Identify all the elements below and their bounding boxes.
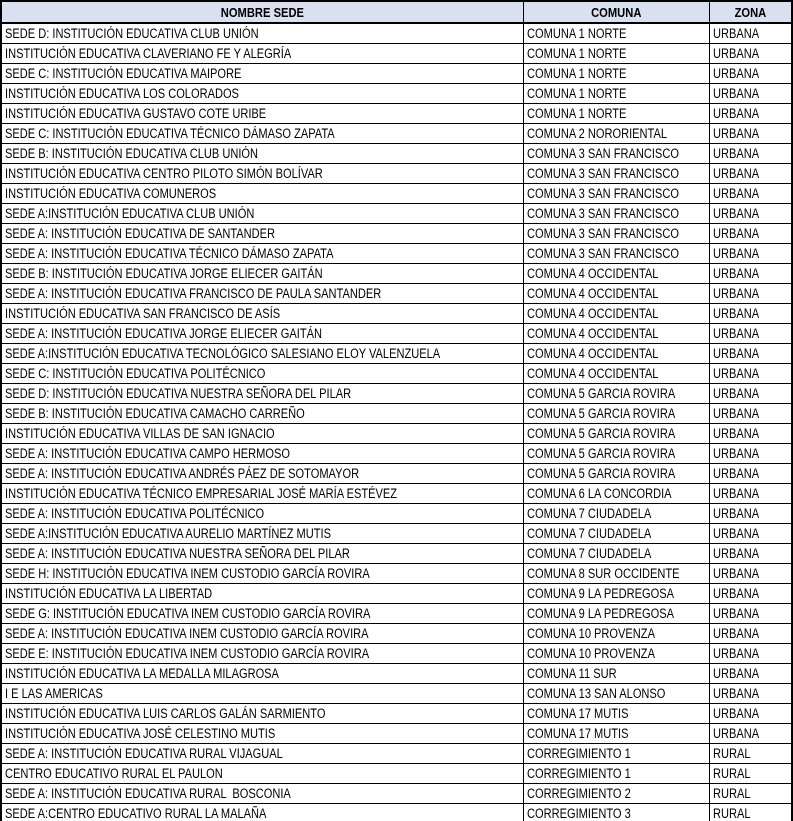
cell-text: SEDE D: INSTITUCIÓN EDUCATIVA NUESTRA SEÑORA DEL PILAR [5, 386, 352, 401]
cell-text: COMUNA 4 OCCIDENTAL [526, 286, 658, 301]
cell-text: URBANA [712, 366, 759, 381]
cell-text: URBANA [712, 46, 759, 61]
cell-text: URBANA [712, 146, 759, 161]
cell-text: SEDE B: INSTITUCIÓN EDUCATIVA JORGE ELIECER GAITÁN [5, 266, 323, 281]
cell-zona [709, 244, 792, 264]
cell-text: URBANA [712, 186, 759, 201]
table-row [1, 64, 792, 84]
cell-name [1, 744, 523, 764]
cell-text: URBANA [712, 726, 759, 741]
cell-name [1, 404, 523, 424]
cell-zona [709, 224, 792, 244]
table-row [1, 324, 792, 344]
cell-text: URBANA [712, 266, 759, 281]
cell-zona [709, 744, 792, 764]
cell-comuna [523, 144, 709, 164]
cell-comuna [523, 244, 709, 264]
cell-comuna [523, 684, 709, 704]
table-body [1, 23, 792, 821]
cell-name [1, 524, 523, 544]
cell-name [1, 504, 523, 524]
cell-comuna [523, 484, 709, 504]
cell-text: SEDE C: INSTITUCIÓN EDUCATIVA MAIPORE [5, 66, 242, 81]
cell-comuna [523, 324, 709, 344]
cell-text: COMUNA 1 NORTE [526, 26, 626, 41]
column-header-label: ZONA [734, 4, 767, 20]
column-header-label: NOMBRE SEDE [220, 4, 304, 20]
cell-name [1, 624, 523, 644]
cell-text: INSTITUCIÓN EDUCATIVA LUIS CARLOS GALÁN SARMIENTO [5, 706, 326, 721]
cell-zona [709, 284, 792, 304]
cell-text: COMUNA 7 CIUDADELA [526, 546, 651, 561]
cell-text: URBANA [712, 606, 759, 621]
table-row [1, 84, 792, 104]
cell-zona [709, 344, 792, 364]
cell-text: SEDE A: INSTITUCIÓN EDUCATIVA RURAL VIJAGUAL [5, 746, 283, 761]
cell-name [1, 304, 523, 324]
cell-text: COMUNA 5 GARCIA ROVIRA [526, 466, 675, 481]
table-row [1, 304, 792, 324]
column-header-zona [709, 1, 792, 23]
cell-text: I E LAS AMERICAS [5, 686, 103, 701]
table-header [1, 1, 792, 23]
cell-text: SEDE C: INSTITUCIÓN EDUCATIVA TÉCNICO DÁMASO ZAPATA [5, 126, 335, 141]
cell-text: COMUNA 6 LA CONCORDIA [526, 486, 672, 501]
cell-text: SEDE A: INSTITUCIÓN EDUCATIVA RURAL BOSCONIA [5, 786, 291, 801]
cell-zona [709, 804, 792, 821]
cell-text: COMUNA 1 NORTE [526, 46, 626, 61]
table-row [1, 784, 792, 804]
cell-text: COMUNA 5 GARCIA ROVIRA [526, 406, 675, 421]
cell-name [1, 544, 523, 564]
cell-name [1, 724, 523, 744]
cell-text: SEDE A:INSTITUCIÓN EDUCATIVA TECNOLÓGICO SALESIANO ELOY VALENZUELA [5, 346, 441, 361]
cell-comuna [523, 304, 709, 324]
cell-comuna [523, 384, 709, 404]
cell-name [1, 84, 523, 104]
cell-text: INSTITUCIÓN EDUCATIVA CLAVERIANO FE Y ALEGRÍA [5, 46, 292, 61]
table-row [1, 404, 792, 424]
cell-text: URBANA [712, 166, 759, 181]
cell-text: SEDE H: INSTITUCIÓN EDUCATIVA INEM CUSTODIO GARCÍA ROVIRA [5, 566, 370, 581]
cell-text: SEDE A: INSTITUCIÓN EDUCATIVA JORGE ELIECER GAITÁN [5, 326, 322, 341]
cell-zona [709, 464, 792, 484]
cell-text: SEDE D: INSTITUCIÓN EDUCATIVA CLUB UNIÓN [5, 26, 259, 41]
cell-text: SEDE E: INSTITUCIÓN EDUCATIVA INEM CUSTODIO GARCÍA ROVIRA [5, 646, 370, 661]
cell-name [1, 244, 523, 264]
cell-zona [709, 264, 792, 284]
cell-text: SEDE A: INSTITUCIÓN EDUCATIVA NUESTRA SEÑORA DEL PILAR [5, 546, 350, 561]
cell-name [1, 444, 523, 464]
column-header-label: COMUNA [590, 4, 642, 20]
cell-text: COMUNA 3 SAN FRANCISCO [526, 146, 679, 161]
cell-zona [709, 524, 792, 544]
cell-name [1, 424, 523, 444]
cell-comuna [523, 704, 709, 724]
cell-zona [709, 184, 792, 204]
cell-name [1, 44, 523, 64]
cell-text: URBANA [712, 626, 759, 641]
cell-zona [709, 124, 792, 144]
cell-comuna [523, 184, 709, 204]
cell-text: SEDE A: INSTITUCIÓN EDUCATIVA TÉCNICO DÁMASO ZAPATA [5, 246, 334, 261]
table-row [1, 464, 792, 484]
cell-name [1, 484, 523, 504]
cell-zona [709, 704, 792, 724]
cell-zona [709, 324, 792, 344]
table-row [1, 704, 792, 724]
cell-name [1, 464, 523, 484]
cell-text: COMUNA 10 PROVENZA [526, 626, 655, 641]
table-row [1, 23, 792, 44]
cell-text: INSTITUCIÓN EDUCATIVA SAN FRANCISCO DE ASÍS [5, 306, 281, 321]
cell-text: RURAL [712, 786, 751, 801]
cell-text: CORREGIMIENTO 1 [526, 766, 631, 781]
cell-name [1, 144, 523, 164]
cell-name [1, 204, 523, 224]
cell-text: URBANA [712, 586, 759, 601]
cell-comuna [523, 504, 709, 524]
cell-comuna [523, 784, 709, 804]
cell-text: COMUNA 4 OCCIDENTAL [526, 266, 658, 281]
cell-zona [709, 664, 792, 684]
cell-comuna [523, 23, 709, 44]
cell-text: COMUNA 1 NORTE [526, 106, 626, 121]
cell-text: RURAL [712, 806, 751, 821]
cell-comuna [523, 584, 709, 604]
cell-text: INSTITUCIÓN EDUCATIVA LA LIBERTAD [5, 586, 213, 601]
cell-comuna [523, 164, 709, 184]
cell-text: URBANA [712, 126, 759, 141]
table-row [1, 384, 792, 404]
cell-text: URBANA [712, 306, 759, 321]
cell-name [1, 324, 523, 344]
cell-comuna [523, 64, 709, 84]
table-row [1, 364, 792, 384]
header-row [1, 1, 792, 23]
cell-zona [709, 404, 792, 424]
cell-text: COMUNA 9 LA PEDREGOSA [526, 586, 674, 601]
cell-comuna [523, 764, 709, 784]
cell-zona [709, 484, 792, 504]
cell-text: URBANA [712, 566, 759, 581]
table-row [1, 164, 792, 184]
table-row [1, 204, 792, 224]
cell-name [1, 64, 523, 84]
cell-text: URBANA [712, 286, 759, 301]
cell-text: COMUNA 5 GARCIA ROVIRA [526, 446, 675, 461]
cell-text: URBANA [712, 246, 759, 261]
cell-text: CORREGIMIENTO 1 [526, 746, 631, 761]
cell-text: COMUNA 1 NORTE [526, 66, 626, 81]
table-row [1, 564, 792, 584]
cell-comuna [523, 44, 709, 64]
cell-comuna [523, 264, 709, 284]
cell-text: COMUNA 10 PROVENZA [526, 646, 655, 661]
cell-text: COMUNA 8 SUR OCCIDENTE [526, 566, 680, 581]
cell-text: COMUNA 17 MUTIS [526, 706, 629, 721]
cell-text: URBANA [712, 546, 759, 561]
cell-name [1, 164, 523, 184]
table-row [1, 544, 792, 564]
cell-zona [709, 724, 792, 744]
cell-name [1, 804, 523, 821]
cell-text: URBANA [712, 26, 759, 41]
cell-text: SEDE A: INSTITUCIÓN EDUCATIVA CAMPO HERMOSO [5, 446, 290, 461]
cell-text: SEDE C: INSTITUCIÓN EDUCATIVA POLITÉCNICO [5, 366, 266, 381]
cell-comuna [523, 744, 709, 764]
table-row [1, 624, 792, 644]
table-row [1, 764, 792, 784]
cell-name [1, 684, 523, 704]
cell-text: URBANA [712, 466, 759, 481]
cell-text: INSTITUCIÓN EDUCATIVA LOS COLORADOS [5, 86, 239, 101]
cell-comuna [523, 464, 709, 484]
cell-zona [709, 144, 792, 164]
cell-text: COMUNA 13 SAN ALONSO [526, 686, 665, 701]
cell-text: COMUNA 17 MUTIS [526, 726, 629, 741]
cell-text: URBANA [712, 646, 759, 661]
table-row [1, 644, 792, 664]
cell-comuna [523, 204, 709, 224]
table-row [1, 664, 792, 684]
cell-name [1, 284, 523, 304]
cell-comuna [523, 444, 709, 464]
cell-text: INSTITUCIÓN EDUCATIVA VILLAS DE SAN IGNACIO [5, 426, 275, 441]
cell-name [1, 344, 523, 364]
cell-comuna [523, 624, 709, 644]
cell-text: URBANA [712, 426, 759, 441]
cell-zona [709, 384, 792, 404]
column-header-nombre-sede [1, 1, 523, 23]
cell-zona [709, 764, 792, 784]
cell-name [1, 384, 523, 404]
cell-name [1, 23, 523, 44]
cell-comuna [523, 644, 709, 664]
table-row [1, 504, 792, 524]
cell-zona [709, 64, 792, 84]
cell-text: RURAL [712, 766, 751, 781]
cell-text: URBANA [712, 526, 759, 541]
cell-text: SEDE A:INSTITUCIÓN EDUCATIVA CLUB UNIÓN [5, 206, 255, 221]
cell-text: SEDE A:CENTRO EDUCATIVO RURAL LA MALAÑA [5, 806, 267, 821]
cell-text: SEDE A: INSTITUCIÓN EDUCATIVA FRANCISCO DE PAULA SANTANDER [5, 286, 382, 301]
table-row [1, 184, 792, 204]
cell-text: URBANA [712, 226, 759, 241]
cell-text: URBANA [712, 86, 759, 101]
cell-zona [709, 784, 792, 804]
table-row [1, 604, 792, 624]
cell-comuna [523, 524, 709, 544]
cell-name [1, 764, 523, 784]
cell-text: URBANA [712, 206, 759, 221]
cell-text: URBANA [712, 446, 759, 461]
cell-text: URBANA [712, 406, 759, 421]
cell-name [1, 784, 523, 804]
table-row [1, 424, 792, 444]
cell-name [1, 104, 523, 124]
table-row [1, 144, 792, 164]
cell-comuna [523, 724, 709, 744]
cell-text: CENTRO EDUCATIVO RURAL EL PAULON [5, 766, 223, 781]
cell-comuna [523, 84, 709, 104]
table-row [1, 724, 792, 744]
cell-text: INSTITUCIÓN EDUCATIVA LA MEDALLA MILAGROSA [5, 666, 279, 681]
cell-text: RURAL [712, 746, 751, 761]
cell-zona [709, 304, 792, 324]
cell-text: SEDE A: INSTITUCIÓN EDUCATIVA ANDRÉS PÁEZ DE SOTOMAYOR [5, 466, 360, 481]
table-row [1, 684, 792, 704]
cell-text: INSTITUCIÓN EDUCATIVA COMUNEROS [5, 186, 217, 201]
table-row [1, 124, 792, 144]
cell-text: URBANA [712, 506, 759, 521]
cell-name [1, 584, 523, 604]
cell-comuna [523, 104, 709, 124]
cell-text: URBANA [712, 346, 759, 361]
cell-text: COMUNA 9 LA PEDREGOSA [526, 606, 674, 621]
cell-text: SEDE B: INSTITUCIÓN EDUCATIVA CAMACHO CARREÑO [5, 406, 305, 421]
cell-text: SEDE B: INSTITUCIÓN EDUCATIVA CLUB UNIÓN [5, 146, 259, 161]
cell-name [1, 264, 523, 284]
table-row [1, 744, 792, 764]
cell-comuna [523, 224, 709, 244]
cell-text: URBANA [712, 386, 759, 401]
cell-text: COMUNA 4 OCCIDENTAL [526, 366, 658, 381]
cell-zona [709, 164, 792, 184]
cell-zona [709, 684, 792, 704]
cell-zona [709, 364, 792, 384]
cell-zona [709, 44, 792, 64]
column-header-comuna [523, 1, 709, 23]
cell-text: COMUNA 4 OCCIDENTAL [526, 326, 658, 341]
cell-text: COMUNA 3 SAN FRANCISCO [526, 186, 679, 201]
cell-text: SEDE A: INSTITUCIÓN EDUCATIVA DE SANTANDER [5, 226, 276, 241]
cell-text: SEDE A: INSTITUCIÓN EDUCATIVA INEM CUSTODIO GARCÍA ROVIRA [5, 626, 369, 641]
cell-zona [709, 624, 792, 644]
table-row [1, 104, 792, 124]
cell-text: SEDE A:INSTITUCIÓN EDUCATIVA AURELIO MARTÍNEZ MUTIS [5, 526, 332, 541]
cell-name [1, 604, 523, 624]
table-row [1, 444, 792, 464]
cell-text: COMUNA 5 GARCIA ROVIRA [526, 386, 675, 401]
cell-zona [709, 84, 792, 104]
cell-name [1, 664, 523, 684]
cell-text: URBANA [712, 326, 759, 341]
table-row [1, 264, 792, 284]
table-row [1, 524, 792, 544]
cell-text: URBANA [712, 686, 759, 701]
cell-comuna [523, 604, 709, 624]
cell-text: COMUNA 4 OCCIDENTAL [526, 346, 658, 361]
cell-text: SEDE G: INSTITUCIÓN EDUCATIVA INEM CUSTODIO GARCÍA ROVIRA [5, 606, 371, 621]
cell-zona [709, 544, 792, 564]
cell-text: INSTITUCIÓN EDUCATIVA TÉCNICO EMPRESARIAL JOSÉ MARÍA ESTÉVEZ [5, 486, 398, 501]
table-row [1, 584, 792, 604]
cell-text: COMUNA 4 OCCIDENTAL [526, 306, 658, 321]
cell-name [1, 224, 523, 244]
cell-text: COMUNA 5 GARCIA ROVIRA [526, 426, 675, 441]
cell-comuna [523, 364, 709, 384]
cell-zona [709, 584, 792, 604]
cell-zona [709, 564, 792, 584]
cell-name [1, 644, 523, 664]
cell-text: URBANA [712, 666, 759, 681]
table-row [1, 804, 792, 821]
cell-comuna [523, 404, 709, 424]
cell-comuna [523, 424, 709, 444]
cell-text: COMUNA 7 CIUDADELA [526, 526, 651, 541]
table-row [1, 244, 792, 264]
cell-text: CORREGIMIENTO 3 [526, 806, 631, 821]
cell-comuna [523, 664, 709, 684]
cell-text: COMUNA 3 SAN FRANCISCO [526, 166, 679, 181]
cell-zona [709, 424, 792, 444]
cell-name [1, 364, 523, 384]
cell-text: SEDE A: INSTITUCIÓN EDUCATIVA POLITÉCNICO [5, 506, 265, 521]
cell-text: URBANA [712, 106, 759, 121]
cell-text: COMUNA 3 SAN FRANCISCO [526, 206, 679, 221]
table-row [1, 344, 792, 364]
cell-name [1, 124, 523, 144]
cell-name [1, 564, 523, 584]
cell-zona [709, 504, 792, 524]
cell-comuna [523, 544, 709, 564]
cell-text: COMUNA 1 NORTE [526, 86, 626, 101]
cell-zona [709, 23, 792, 44]
table-row [1, 224, 792, 244]
table-row [1, 484, 792, 504]
cell-text: URBANA [712, 486, 759, 501]
table-row [1, 284, 792, 304]
table-row [1, 44, 792, 64]
cell-text: INSTITUCIÓN EDUCATIVA CENTRO PILOTO SIMÓN BOLÍVAR [5, 166, 323, 181]
cell-comuna [523, 344, 709, 364]
cell-text: INSTITUCIÓN EDUCATIVA GUSTAVO COTE URIBE [5, 106, 267, 121]
cell-zona [709, 644, 792, 664]
cell-text: COMUNA 3 SAN FRANCISCO [526, 246, 679, 261]
cell-text: COMUNA 11 SUR [526, 666, 617, 681]
cell-text: URBANA [712, 706, 759, 721]
cell-text: URBANA [712, 66, 759, 81]
cell-name [1, 704, 523, 724]
cell-text: COMUNA 7 CIUDADELA [526, 506, 651, 521]
cell-text: INSTITUCIÓN EDUCATIVA JOSÉ CELESTINO MUTIS [5, 726, 276, 741]
cell-comuna [523, 564, 709, 584]
cell-text: CORREGIMIENTO 2 [526, 786, 631, 801]
cell-comuna [523, 124, 709, 144]
cell-comuna [523, 284, 709, 304]
cell-name [1, 184, 523, 204]
cell-comuna [523, 804, 709, 821]
cell-text: COMUNA 2 NORORIENTAL [526, 126, 667, 141]
cell-zona [709, 444, 792, 464]
cell-zona [709, 204, 792, 224]
cell-zona [709, 604, 792, 624]
cell-text: COMUNA 3 SAN FRANCISCO [526, 226, 679, 241]
cell-zona [709, 104, 792, 124]
